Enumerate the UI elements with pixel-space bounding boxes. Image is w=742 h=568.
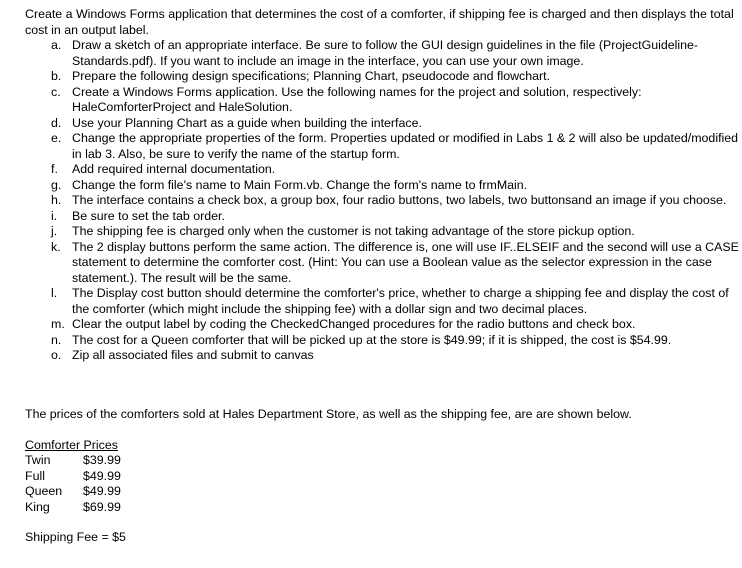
assignment-intro: Create a Windows Forms application that determines the cost of a comforter, if shipping fee is charged and then displays the total cost in an output label. [25, 7, 734, 37]
list-item [25, 38, 742, 69]
table-row [25, 469, 121, 485]
table-row [25, 484, 121, 500]
list-item-text: Prepare the following design specifications; Planning Chart, pseudocode and flowchart. [72, 69, 551, 83]
list-marker: e. [51, 131, 62, 145]
list-marker: h. [51, 193, 62, 207]
price-table [25, 453, 121, 515]
list-item-text: Be sure to set the tab order. [72, 208, 225, 223]
list-item [25, 240, 742, 287]
list-item [25, 333, 742, 349]
list-item-text: Add required internal documentation. [72, 162, 276, 176]
size-cell: Twin [25, 453, 51, 467]
list-marker: b. [51, 69, 62, 83]
price-cell: $49.99 [83, 484, 121, 498]
shipping-fee: Shipping Fee = $5 [25, 530, 126, 544]
list-marker: o. [51, 348, 62, 362]
list-item-text: Use your Planning Chart as a guide when building the interface. [72, 115, 422, 130]
list-item [25, 178, 742, 194]
list-item-text: Change the appropriate properties of the form. Properties updated or modified in Labs 1 & 2 will also be updated/modified in lab 3. Also, be sure to verify the name of the startup form. [72, 131, 739, 161]
list-item [25, 131, 742, 162]
list-marker: j. [51, 224, 58, 238]
list-item-text: Create a Windows Forms application. Use the following names for the project and solution, respectively: HaleComforterProject and HaleSolution. [72, 84, 642, 114]
list-marker: k. [51, 239, 61, 254]
list-item [25, 162, 742, 178]
list-item-text: The shipping fee is charged only when the customer is not taking advantage of the store pickup option. [72, 224, 635, 238]
list-item-text: The interface contains a check box, a group box, four radio buttons, two labels, two buttonsand an image if you choose. [72, 193, 727, 207]
list-item-text: Clear the output label by coding the CheckedChanged procedures for the radio buttons and check box. [72, 317, 636, 331]
size-cell: Queen [25, 484, 63, 498]
list-marker: i. [51, 208, 58, 223]
list-item [25, 348, 742, 364]
list-item-text: The 2 display buttons perform the same action. The difference is, one will use IF..ELSEIF and the second will use a CASE statement to determine the comforter cost. (Hint: You can use a Boolean value as the selector expression in the case statement.). The result will be the same. [72, 239, 739, 285]
list-marker: l. [51, 286, 58, 300]
list-marker: n. [51, 332, 62, 347]
list-marker: c. [51, 84, 61, 99]
instruction-list [25, 38, 742, 364]
list-item [25, 317, 742, 333]
size-cell: Full [25, 468, 45, 483]
list-item [25, 116, 742, 132]
list-marker: m. [51, 317, 65, 331]
list-item [25, 286, 742, 317]
list-marker: g. [51, 177, 62, 192]
price-cell: $39.99 [83, 453, 121, 467]
price-cell: $69.99 [83, 499, 121, 514]
prices-intro: The prices of the comforters sold at Hales Department Store, as well as the shipping fee, are are shown below. [25, 407, 632, 421]
list-marker: d. [51, 115, 62, 130]
list-item [25, 209, 742, 225]
list-marker: a. [51, 38, 62, 52]
table-row [25, 453, 121, 469]
list-item-text: The cost for a Queen comforter that will be picked up at the store is $49.99; if it is shipped, the cost is $54.99. [72, 332, 672, 347]
size-cell: King [25, 499, 50, 514]
list-item [25, 224, 742, 240]
list-item [25, 193, 742, 209]
list-item-text: Zip all associated files and submit to canvas [72, 348, 314, 362]
list-item-text: Draw a sketch of an appropriate interface. Be sure to follow the GUI design guidelines in the file (ProjectGuideline-Standards.pdf). If you want to include an image in the interface, you can use your own image. [72, 38, 699, 68]
prices-heading: Comforter Prices [25, 438, 118, 452]
list-item [25, 85, 742, 116]
list-item-text: The Display cost button should determine the comforter's price, whether to charge a shipping fee and display the cost of the comforter (which might include the shipping fee) with a dollar sign and two decimal places. [72, 286, 729, 316]
list-item [25, 69, 742, 85]
list-marker: f. [51, 162, 58, 176]
list-item-text: Change the form file's name to Main Form.vb. Change the form's name to frmMain. [72, 177, 528, 192]
table-row [25, 500, 121, 516]
price-cell: $49.99 [83, 468, 121, 483]
